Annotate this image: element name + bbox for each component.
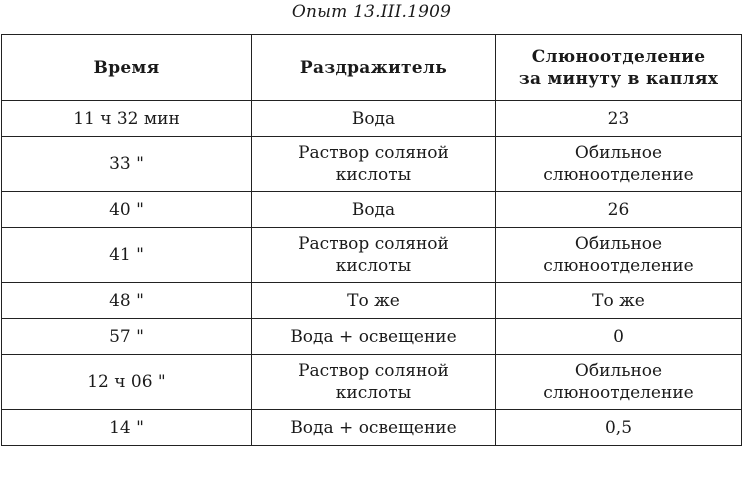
cell-time: 33 " [2, 137, 252, 192]
cell-stimulus: Вода [252, 192, 496, 228]
cell-stimulus: Вода + освещение [252, 410, 496, 446]
table-header [2, 35, 742, 101]
cell-stimulus: То же [252, 283, 496, 319]
cell-salivation: Обильное слюноотделение [496, 137, 742, 192]
table-row [2, 137, 742, 192]
cell-stimulus: Раствор соляной кислоты [252, 137, 496, 192]
cell-salivation: 26 [496, 192, 742, 228]
cell-time: 11 ч 32 мин [2, 101, 252, 137]
cell-salivation: 0,5 [496, 410, 742, 446]
cell-time: 48 " [2, 283, 252, 319]
cell-salivation: 23 [496, 101, 742, 137]
salivation-table [1, 34, 742, 446]
header-stimulus: Раздражитель [252, 35, 496, 101]
header-time: Время [2, 35, 252, 101]
table-row [2, 319, 742, 355]
table-row [2, 228, 742, 283]
table-row [2, 410, 742, 446]
table-row [2, 355, 742, 410]
cell-salivation: То же [496, 283, 742, 319]
table-row [2, 192, 742, 228]
cell-stimulus: Вода [252, 101, 496, 137]
experiment-caption: Опыт 13.III.1909 [291, 2, 452, 22]
cell-time: 41 " [2, 228, 252, 283]
cell-salivation: Обильное слюноотделение [496, 228, 742, 283]
cell-salivation: Обильное слюноотделение [496, 355, 742, 410]
cell-salivation: 0 [496, 319, 742, 355]
cell-stimulus: Раствор соляной кислоты [252, 228, 496, 283]
header-row [2, 35, 742, 101]
table-body [2, 101, 742, 446]
header-salivation: Слюноотделение за минуту в каплях [496, 35, 742, 101]
cell-time: 57 " [2, 319, 252, 355]
cell-stimulus: Вода + освещение [252, 319, 496, 355]
table-row [2, 283, 742, 319]
cell-time: 12 ч 06 " [2, 355, 252, 410]
cell-time: 40 " [2, 192, 252, 228]
table-row [2, 101, 742, 137]
cell-time: 14 " [2, 410, 252, 446]
cell-stimulus: Раствор соляной кислоты [252, 355, 496, 410]
